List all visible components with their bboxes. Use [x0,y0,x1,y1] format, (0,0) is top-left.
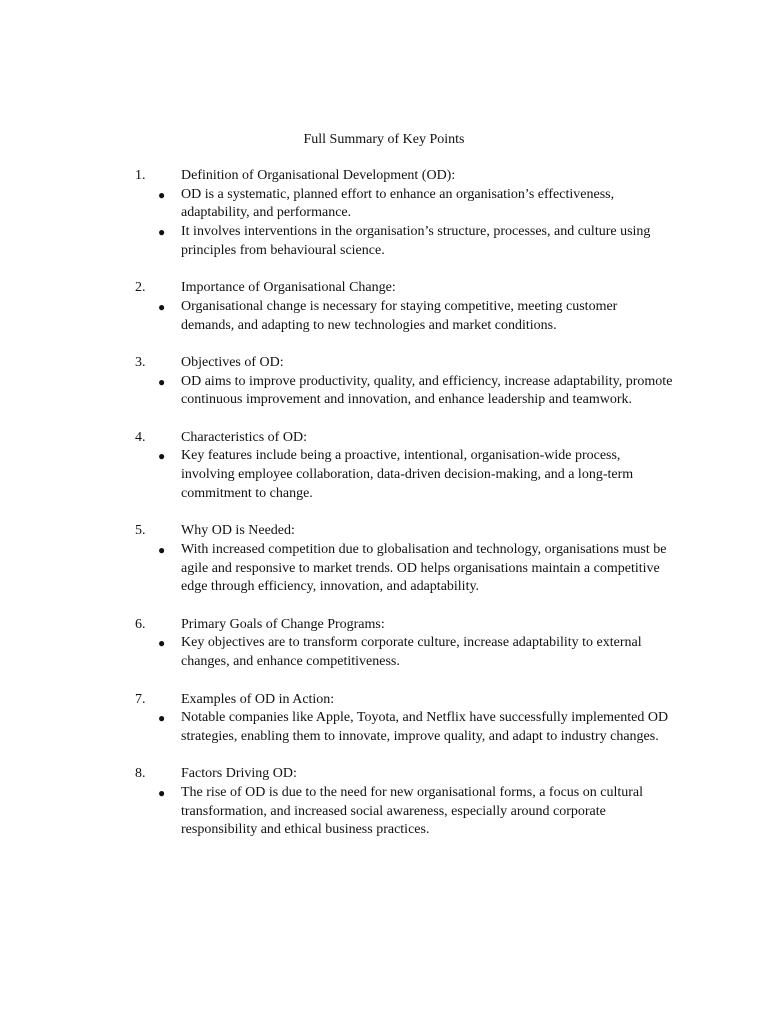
bullet-list [0,784,768,840]
bullet-item [0,223,674,260]
section-heading: Importance of Organisational Change: [181,280,396,296]
bullet-text: Organisational change is necessary for staying competitive, meeting customer demands, and adapting to new technologies and market conditions. [181,298,618,333]
bullet-item [0,709,674,746]
bullet-list [0,541,768,597]
summary-list [0,167,768,859]
section-header [0,691,768,710]
summary-section [0,354,768,410]
bullet-text: Notable companies like Apple, Toyota, and Netflix have successfully implemented OD strategies, enabling them to innovate, improve quality, and adapt to industry changes. [181,710,669,744]
bullet-item [0,298,674,335]
summary-section [0,765,768,840]
section-heading: Why OD is Needed: [181,523,295,539]
section-number: 3. [135,354,146,370]
summary-section [0,279,768,335]
section-number: 5. [135,523,146,539]
bullet-text: OD is a systematic, planned effort to enhance an organisation’s effectiveness, adaptability, and performance. [181,186,615,221]
section-header [0,765,768,784]
bullet-list [0,373,768,410]
section-number: 4. [135,429,146,445]
summary-section [0,616,768,672]
section-heading: Primary Goals of Change Programs: [181,616,385,632]
bullet-list [0,447,768,503]
section-number: 1. [135,168,146,183]
bullet-text: It involves interventions in the organisation’s structure, processes, and culture using principles from behavioural science. [181,224,651,258]
bullet-icon: ● [158,187,166,202]
section-number: 8. [135,766,146,782]
bullet-icon: ● [158,542,166,557]
bullet-icon: ● [158,711,166,726]
bullet-icon: ● [158,636,166,651]
bullet-text: Key objectives are to transform corporate culture, increase adaptability to external changes, and enhance competitiveness. [181,635,642,670]
bullet-icon: ● [158,225,166,240]
bullet-item [0,186,674,223]
section-header [0,279,768,298]
section-heading: Definition of Organisational Development (OD): [181,168,456,183]
bullet-item [0,373,674,410]
bullet-text: The rise of OD is due to the need for new organisational forms, a focus on cultural transformation, and increased social awareness, especially around corporate responsibility and ethical business practices. [181,784,643,838]
section-heading: Factors Driving OD: [181,766,297,782]
section-number: 6. [135,616,146,632]
bullet-icon: ● [158,449,166,464]
section-header [0,354,768,373]
section-heading: Examples of OD in Action: [181,691,335,707]
summary-section [0,522,768,597]
bullet-list [0,298,768,335]
section-heading: Objectives of OD: [181,354,284,370]
bullet-text: Key features include being a proactive, intentional, organisation-wide process, involving employee collaboration, data-driven decision-making, and a long-term commitment to change. [181,448,634,501]
section-header [0,522,768,541]
bullet-list [0,186,768,261]
section-number: 7. [135,691,146,707]
section-header [0,616,768,635]
bullet-icon: ● [158,374,166,389]
bullet-item [0,634,674,671]
bullet-text: With increased competition due to globalisation and technology, organisations must be agile and responsive to market trends. OD helps organisations maintain a competitive edge through efficiency, innovation, and adaptability. [181,541,667,595]
bullet-text: OD aims to improve productivity, quality, and efficiency, increase adaptability, promote continuous improvement and innovation, and enhance leadership and teamwork. [181,373,673,408]
bullet-list [0,634,768,671]
bullet-item [0,784,674,840]
summary-section [0,691,768,747]
bullet-item [0,447,674,503]
bullet-icon: ● [158,785,166,800]
summary-section [0,429,768,504]
section-header [0,167,768,186]
section-number: 2. [135,280,146,296]
document-title: Full Summary of Key Points [303,132,465,147]
bullet-item [0,541,674,597]
bullet-icon: ● [158,299,166,314]
section-header [0,429,768,448]
bullet-list [0,709,768,746]
summary-section [0,167,768,261]
section-heading: Characteristics of OD: [181,429,307,445]
